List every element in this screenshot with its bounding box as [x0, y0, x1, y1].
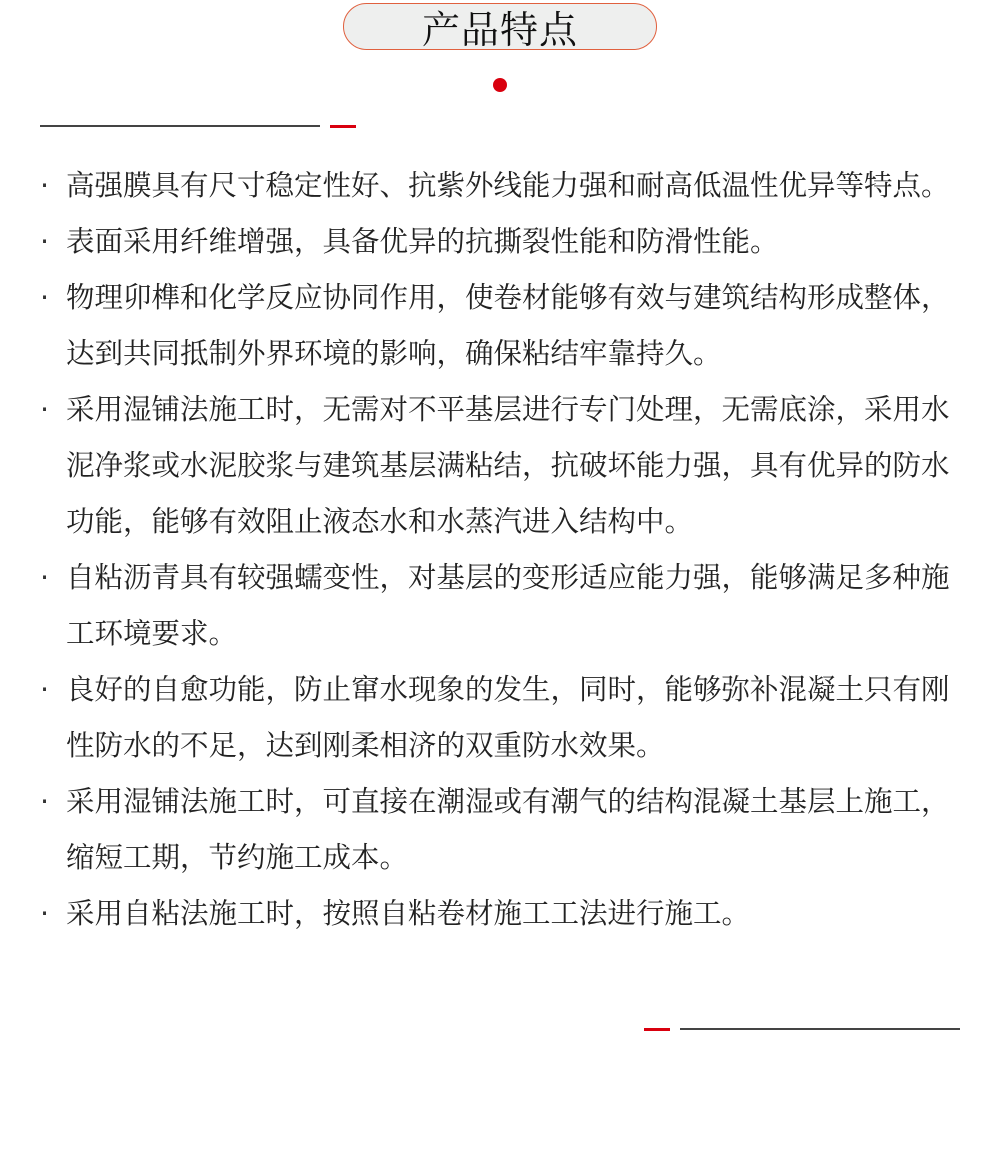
bullet: · — [40, 393, 50, 426]
feature-list — [40, 158, 964, 942]
divider-line-left — [40, 125, 320, 127]
feature-text: 表面采用纤维增强，具备优异的抗撕裂性能和防滑性能。 — [66, 225, 779, 258]
bullet: · — [40, 225, 50, 258]
section-title-pill — [343, 3, 657, 50]
bullet: · — [40, 673, 50, 706]
feature-text: 采用自粘法施工时，按照自粘卷材施工工法进行施工。 — [66, 897, 751, 930]
divider-line-right — [680, 1028, 960, 1030]
section-title: 产品特点 — [421, 8, 578, 52]
feature-text: 采用湿铺法施工时，无需对不平基层进行专门处理，无需底涂，采用水泥净浆或水泥胶浆与建筑基层满粘结，抗破坏能力强，具有优异的防水功能，能够有效阻止液态水和水蒸汽进入结构中。 — [66, 393, 950, 538]
divider-dash-right — [644, 1028, 670, 1031]
feature-item — [40, 214, 964, 270]
divider-dash-left — [330, 125, 356, 128]
feature-text: 自粘沥青具有较强蠕变性，对基层的变形适应能力强，能够满足多种施工环境要求。 — [66, 561, 950, 650]
feature-item — [40, 382, 964, 550]
feature-item — [40, 774, 964, 886]
feature-item — [40, 270, 964, 382]
bullet: · — [40, 785, 50, 818]
bullet: · — [40, 169, 50, 202]
feature-text: 物理卯榫和化学反应协同作用，使卷材能够有效与建筑结构形成整体，达到共同抵制外界环境的影响，确保粘结牢靠持久。 — [66, 281, 950, 370]
feature-item — [40, 662, 964, 774]
accent-dot — [493, 78, 507, 92]
bullet: · — [40, 561, 50, 594]
feature-item — [40, 158, 964, 214]
bullet: · — [40, 281, 50, 314]
bullet: · — [40, 897, 50, 930]
feature-item — [40, 550, 964, 662]
feature-item — [40, 886, 964, 942]
feature-text: 高强膜具有尺寸稳定性好、抗紫外线能力强和耐高低温性优异等特点。 — [66, 169, 950, 202]
feature-text: 良好的自愈功能，防止窜水现象的发生，同时，能够弥补混凝土只有刚性防水的不足，达到刚柔相济的双重防水效果。 — [66, 673, 950, 762]
feature-text: 采用湿铺法施工时，可直接在潮湿或有潮气的结构混凝土基层上施工，缩短工期，节约施工成本。 — [66, 785, 950, 874]
